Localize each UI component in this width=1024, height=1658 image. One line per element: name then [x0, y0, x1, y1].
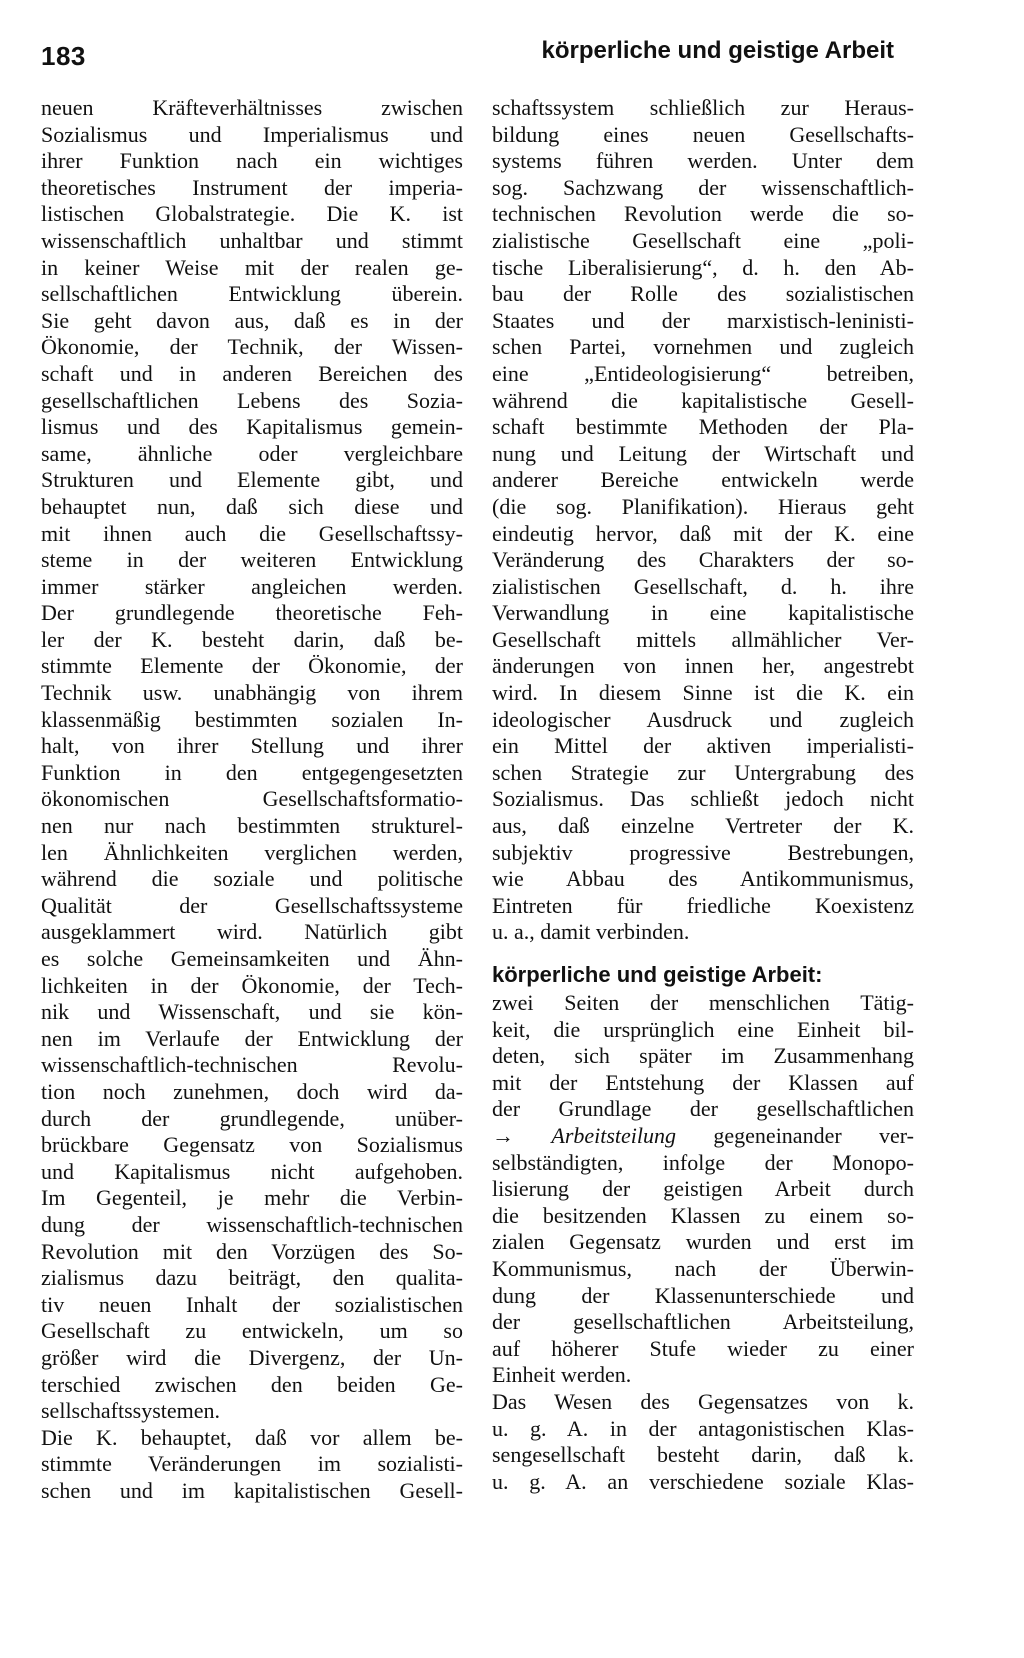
- text-line: zialistische Gesellschaft eine „poli-: [492, 227, 914, 253]
- text-line: änderungen von innen her, angestrebt: [492, 653, 914, 679]
- text-line: behauptet nun, daß sich diese und: [41, 493, 463, 519]
- cross-reference-line: [492, 1123, 914, 1150]
- text-line: durch der grundlegende, unüber-: [41, 1105, 463, 1131]
- text-line: listischen Globalstrategie. Die K. ist: [41, 201, 463, 227]
- text-line: ökonomischen Gesellschaftsformatio-: [41, 786, 463, 812]
- text-line: klassenmäßig bestimmten sozialen In-: [41, 706, 463, 732]
- text-line: bildung eines neuen Gesellschafts-: [492, 121, 914, 147]
- text-line: schaft bestimmte Methoden der Pla-: [492, 414, 914, 440]
- text-line: Funktion in den entgegengesetzten: [41, 759, 463, 785]
- text-line: schen Partei, vornehmen und zugleich: [492, 334, 914, 360]
- text-line: selbständigten, infolge der Monopo-: [492, 1149, 914, 1175]
- text-line: lichkeiten in der Ökonomie, der Tech-: [41, 972, 463, 998]
- text-line: sellschaftlichen Entwicklung überein.: [41, 281, 463, 307]
- cross-reference-link[interactable]: Arbeitsteilung: [551, 1122, 677, 1148]
- text-line: Qualität der Gesellschaftssysteme: [41, 892, 463, 918]
- text-line: tion noch zunehmen, doch wird da-: [41, 1078, 463, 1104]
- text-line: sellschaftssystemen.: [41, 1398, 221, 1424]
- text-line: deten, sich später im Zusammenhang: [492, 1043, 914, 1069]
- text-line: lisierung der geistigen Arbeit durch: [492, 1176, 914, 1202]
- text-line: in keiner Weise mit der realen ge-: [41, 254, 463, 280]
- text-line: Ökonomie, der Technik, der Wissen-: [41, 334, 463, 360]
- text-line: same, ähnliche oder vergleichbare: [41, 440, 463, 466]
- text-line: Das Wesen des Gegensatzes von k.: [492, 1388, 914, 1414]
- text-line: schen Strategie zur Untergrabung des: [492, 759, 914, 785]
- text-line: Im Gegenteil, je mehr die Verbin-: [41, 1185, 463, 1211]
- text-line: sog. Sachzwang der wissenschaftlich-: [492, 174, 914, 200]
- text-line: auf höherer Stufe wieder zu einer: [492, 1335, 914, 1361]
- text-line: terschied zwischen den beiden Ge-: [41, 1371, 463, 1397]
- running-head: körperliche und geistige Arbeit: [541, 37, 894, 64]
- text-line: halt, von ihrer Stellung und ihrer: [41, 733, 463, 759]
- text-line: es solche Gemeinsamkeiten und Ähn-: [41, 946, 463, 971]
- text-line: nen im Verlaufe der Entwicklung der: [41, 1025, 463, 1051]
- text-line: ihrer Funktion nach ein wichtiges: [41, 148, 463, 174]
- text-line: eindeutig hervor, daß mit der K. eine: [492, 520, 914, 546]
- entry-heading: körperliche und geistige Arbeit:: [492, 962, 823, 987]
- text-line: gesellschaftlichen Lebens des Sozia-: [41, 387, 463, 413]
- text-fragment: gegeneinander ver-: [676, 1122, 914, 1148]
- text-line: Staates und der marxistisch-leninisti-: [492, 307, 914, 333]
- text-line: (die sog. Planifikation). Hieraus geht: [492, 493, 914, 519]
- text-line: Die K. behauptet, daß vor allem be-: [41, 1424, 463, 1450]
- text-line: die besitzenden Klassen zu einem so-: [492, 1202, 914, 1228]
- text-line: lismus und des Kapitalismus gemein-: [41, 414, 463, 440]
- text-line: Eintreten für friedliche Koexistenz: [492, 892, 914, 918]
- text-line: Gesellschaft zu entwickeln, um so: [41, 1318, 463, 1344]
- text-line: und Kapitalismus nicht aufgehoben.: [41, 1158, 463, 1184]
- text-line: systems führen werden. Unter dem: [492, 148, 914, 174]
- text-line: ausgeklammert wird. Natürlich gibt: [41, 919, 463, 945]
- text-line: schaftssystem schließlich zur Heraus-: [492, 95, 914, 120]
- text-line: brückbare Gegensatz von Sozialismus: [41, 1132, 463, 1158]
- text-line: u. a., damit verbinden.: [492, 919, 690, 945]
- text-line: schen und im kapitalistischen Gesell-: [41, 1477, 463, 1503]
- text-line: Sozialismus und Imperialismus und: [41, 121, 463, 147]
- text-line: während die kapitalistische Gesell-: [492, 387, 914, 413]
- text-line: wird. In diesem Sinne ist die K. ein: [492, 680, 914, 706]
- text-line: nik und Wissenschaft, und sie kön-: [41, 999, 463, 1025]
- text-line: der Grundlage der gesellschaftlichen: [492, 1096, 914, 1122]
- text-line: tiv neuen Inhalt der sozialistischen: [41, 1291, 463, 1317]
- text-line: Strukturen und Elemente gibt, und: [41, 467, 463, 493]
- text-line: immer stärker angleichen werden.: [41, 573, 463, 599]
- text-line: zwei Seiten der menschlichen Tätig-: [492, 990, 914, 1015]
- left-column: [41, 95, 463, 1504]
- text-line: u. g. A. an verschiedene soziale Klas-: [492, 1468, 914, 1494]
- text-line: u. g. A. in der antagonistischen Klas-: [492, 1415, 914, 1441]
- text-line: ein Mittel der aktiven imperialisti-: [492, 733, 914, 759]
- text-line: Sozialismus. Das schließt jedoch nicht: [492, 786, 914, 812]
- text-line: größer wird die Divergenz, der Un-: [41, 1344, 463, 1370]
- text-line: zialen Gegensatz wurden und erst im: [492, 1229, 914, 1255]
- text-line: Sie geht davon aus, daß es in der: [41, 307, 463, 333]
- text-line: schaft und in anderen Bereichen des: [41, 360, 463, 386]
- text-line: keit, die ursprünglich eine Einheit bil-: [492, 1016, 914, 1042]
- text-line: Veränderung des Charakters der so-: [492, 547, 914, 573]
- text-line: subjektiv progressive Bestrebungen,: [492, 839, 914, 865]
- right-column: [492, 95, 914, 1495]
- text-line: theoretisches Instrument der imperia-: [41, 174, 463, 200]
- text-line: Kommunismus, nach der Überwin-: [492, 1255, 914, 1281]
- text-line: ideologischer Ausdruck und zugleich: [492, 706, 914, 732]
- text-line: dung der wissenschaftlich-technischen: [41, 1211, 463, 1237]
- text-line: während die soziale und politische: [41, 866, 463, 892]
- text-line: anderer Bereiche entwickeln werde: [492, 467, 914, 493]
- text-line: wissenschaftlich-technischen Revolu-: [41, 1052, 463, 1078]
- text-line: neuen Kräfteverhältnisses zwischen: [41, 95, 463, 120]
- text-line: Einheit werden.: [492, 1362, 632, 1388]
- text-line: technischen Revolution werde die so-: [492, 201, 914, 227]
- text-line: steme in der weiteren Entwicklung: [41, 547, 463, 573]
- text-line: eine „Entideologisierung“ betreiben,: [492, 360, 914, 386]
- text-line: sengesellschaft besteht darin, daß k.: [492, 1442, 914, 1468]
- text-line: zialistischen Gesellschaft, d. h. ihre: [492, 573, 914, 599]
- text-line: wie Abbau des Antikommunismus,: [492, 866, 914, 892]
- text-line: zialismus dazu beiträgt, den qualita-: [41, 1265, 463, 1291]
- text-line: len Ähnlichkeiten verglichen werden,: [41, 839, 463, 865]
- text-line: Revolution mit den Vorzügen des So-: [41, 1238, 463, 1264]
- text-line: Gesellschaft mittels allmählicher Ver-: [492, 626, 914, 652]
- text-line: Der grundlegende theoretische Feh-: [41, 600, 463, 626]
- text-line: bau der Rolle des sozialistischen: [492, 281, 914, 307]
- text-line: stimmte Elemente der Ökonomie, der: [41, 653, 463, 679]
- page-number: 183: [41, 41, 86, 71]
- text-line: der gesellschaftlichen Arbeitsteilung,: [492, 1309, 914, 1335]
- cross-reference-arrow-icon: →: [492, 1122, 514, 1148]
- text-line: stimmte Veränderungen im sozialisti-: [41, 1451, 463, 1477]
- text-line: ler der K. besteht darin, daß be-: [41, 626, 463, 652]
- text-line: wissenschaftlich unhaltbar und stimmt: [41, 227, 463, 253]
- text-line: Verwandlung in eine kapitalistische: [492, 600, 914, 626]
- text-line: tische Liberalisierung“, d. h. den Ab-: [492, 254, 914, 280]
- text-line: mit der Entstehung der Klassen auf: [492, 1069, 914, 1095]
- text-line: dung der Klassenunterschiede und: [492, 1282, 914, 1308]
- text-line: mit ihnen auch die Gesellschaftssy-: [41, 520, 463, 546]
- text-line: nung und Leitung der Wirtschaft und: [492, 440, 914, 466]
- text-line: aus, daß einzelne Vertreter der K.: [492, 813, 914, 839]
- text-line: Technik usw. unabhängig von ihrem: [41, 680, 463, 706]
- text-line: nen nur nach bestimmten strukturel-: [41, 813, 463, 839]
